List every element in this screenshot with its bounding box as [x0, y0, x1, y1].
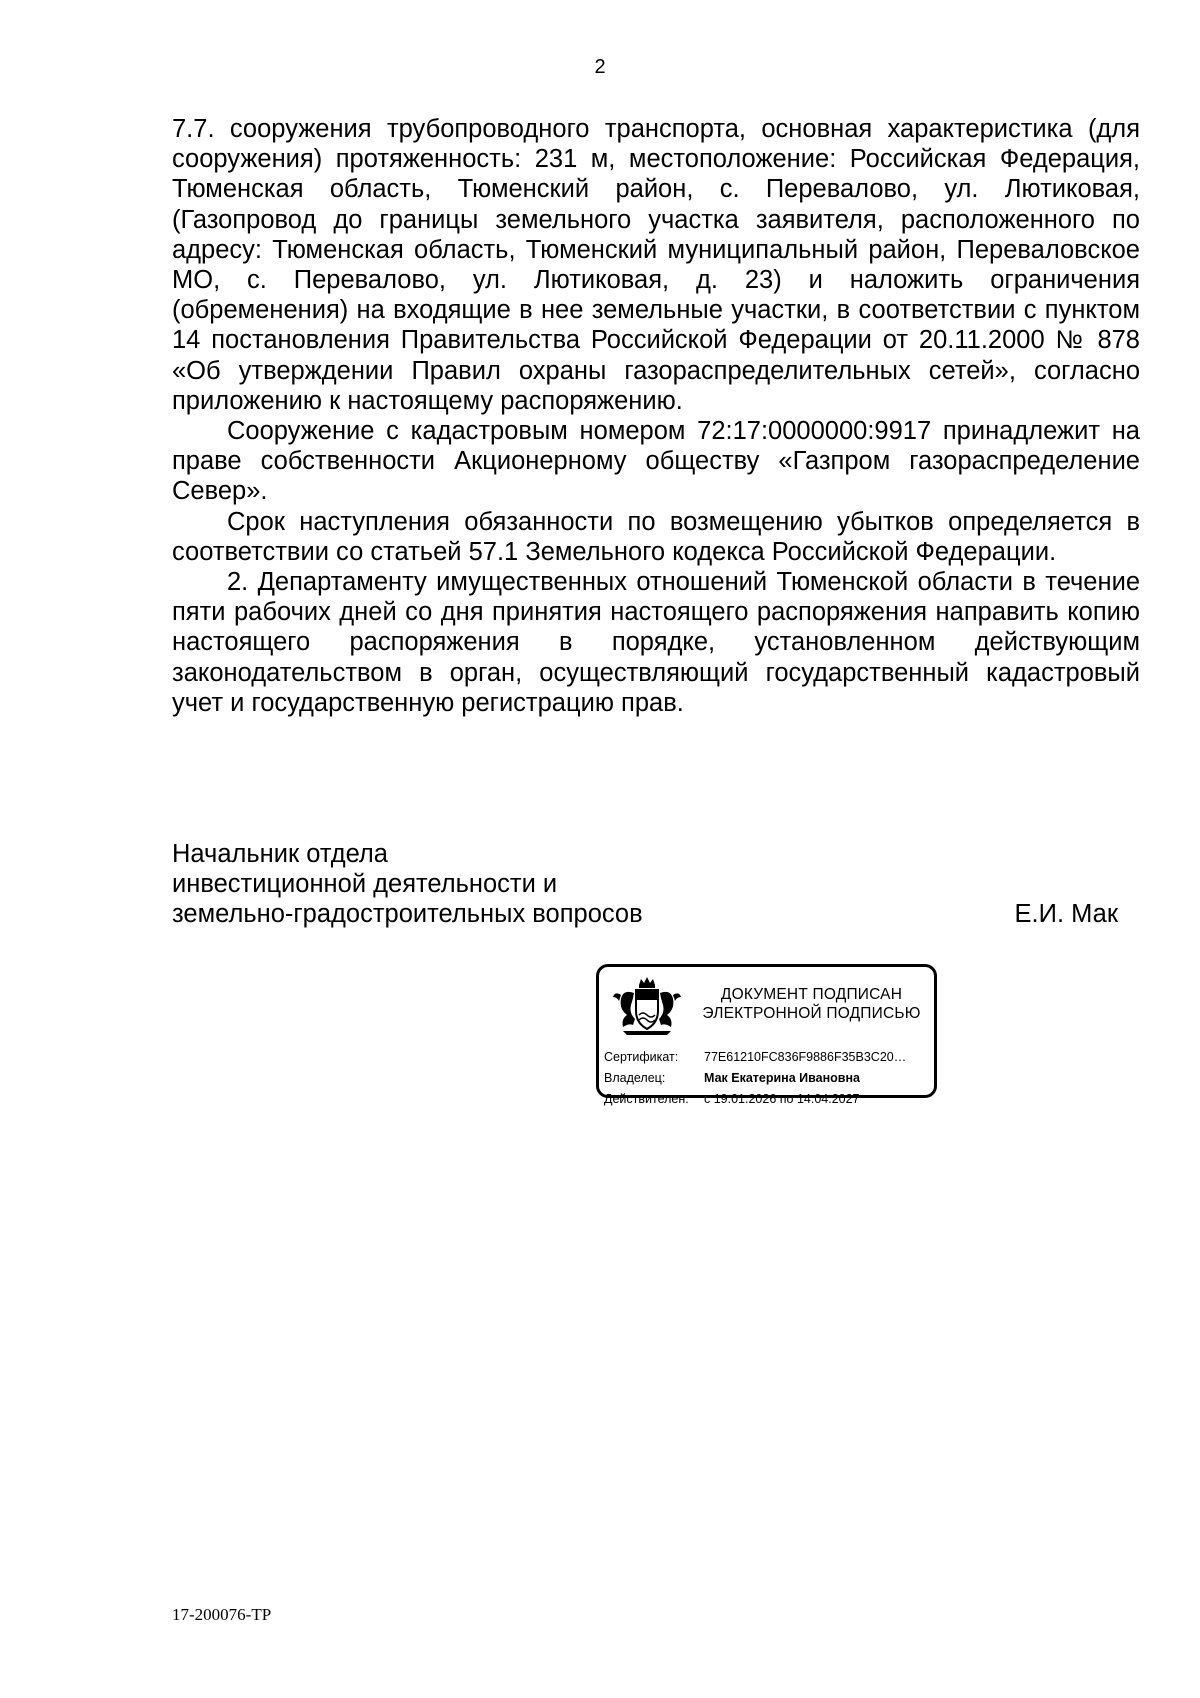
- stamp-title-line-1: ДОКУМЕНТ ПОДПИСАН: [720, 986, 903, 1003]
- signer-position-line-3: земельно-градостроительных вопросов: [172, 900, 643, 929]
- stamp-title-line-2: ЭЛЕКТРОННОЙ ПОДПИСЬЮ: [702, 1005, 921, 1022]
- document-code: 17-200076-ТР: [172, 1605, 272, 1624]
- certificate-label: Сертификат:: [604, 1050, 679, 1064]
- stamp-row-owner: [604, 1068, 906, 1089]
- signer-position-line-1: Начальник отдела: [172, 840, 388, 868]
- paragraph-ownership: Сооружение с кадастровым номером 72:17:0000000:9917 принадлежит на праве собственности Акционерному обществу «Газпром газораспределение Север».: [172, 417, 1140, 506]
- paragraph-compensation: Срок наступления обязанности по возмещению убытков определяется в соответствии со статьей 57.1 Земельного кодекса Российской Федерации.: [172, 507, 1140, 566]
- valid-value: с 19.01.2026 по 14.04.2027: [704, 1092, 860, 1106]
- signer-block: [172, 839, 1140, 930]
- stamp-row-certificate: [604, 1047, 906, 1068]
- owner-value: Мак Екатерина Ивановна: [704, 1071, 860, 1085]
- tyumen-coat-of-arms-icon: [609, 975, 685, 1039]
- paragraph-7-7: 7.7. сооружения трубопроводного транспорта, основная характеристика (для сооружения) протяженность: 231 м, местоположение: Российская Федерация, Тюменская область, Тюменский район, с. Перевалово, ул. Лютиковая, (Газопровод до границы земельного участка заявителя, расположенного по адресу: Тюменская область, Тюменский муниципальный район, Переваловское МО, с. Перевалово, ул. Лютиковая, д. 23) и наложить ограничения (обременения) на входящие в нее земельные участки, в соответствии с пунктом 14 постановления Правительства Российской Федерации от 20.11.2000 № 878 «Об утверждении Правил охраны газораспределительных сетей», согласно приложению к настоящему распоряжению.: [172, 115, 1140, 415]
- certificate-value: 77E61210FC836F9886F35B3C20…: [704, 1050, 907, 1064]
- electronic-signature-stamp: [596, 964, 937, 1106]
- signer-position-line-2: инвестиционной деятельности и: [172, 870, 558, 899]
- signer-name: Е.И. Мак: [1014, 900, 1118, 928]
- page-number: 2: [594, 56, 606, 78]
- stamp-row-validity: [604, 1089, 906, 1110]
- stamp-details: [604, 1047, 906, 1110]
- document-body: [172, 114, 1140, 718]
- paragraph-item-2: 2. Департаменту имущественных отношений Тюменской области в течение пяти рабочих дней со дня принятия настоящего распоряжения направить копию настоящего распоряжения в порядке, установленном действующим законодательством в орган, осуществляющий государственный кадастровый учет и государственную регистрацию прав.: [172, 568, 1140, 717]
- valid-label: Действителен:: [604, 1092, 689, 1106]
- owner-label: Владелец:: [604, 1071, 666, 1085]
- stamp-title: [699, 985, 924, 1023]
